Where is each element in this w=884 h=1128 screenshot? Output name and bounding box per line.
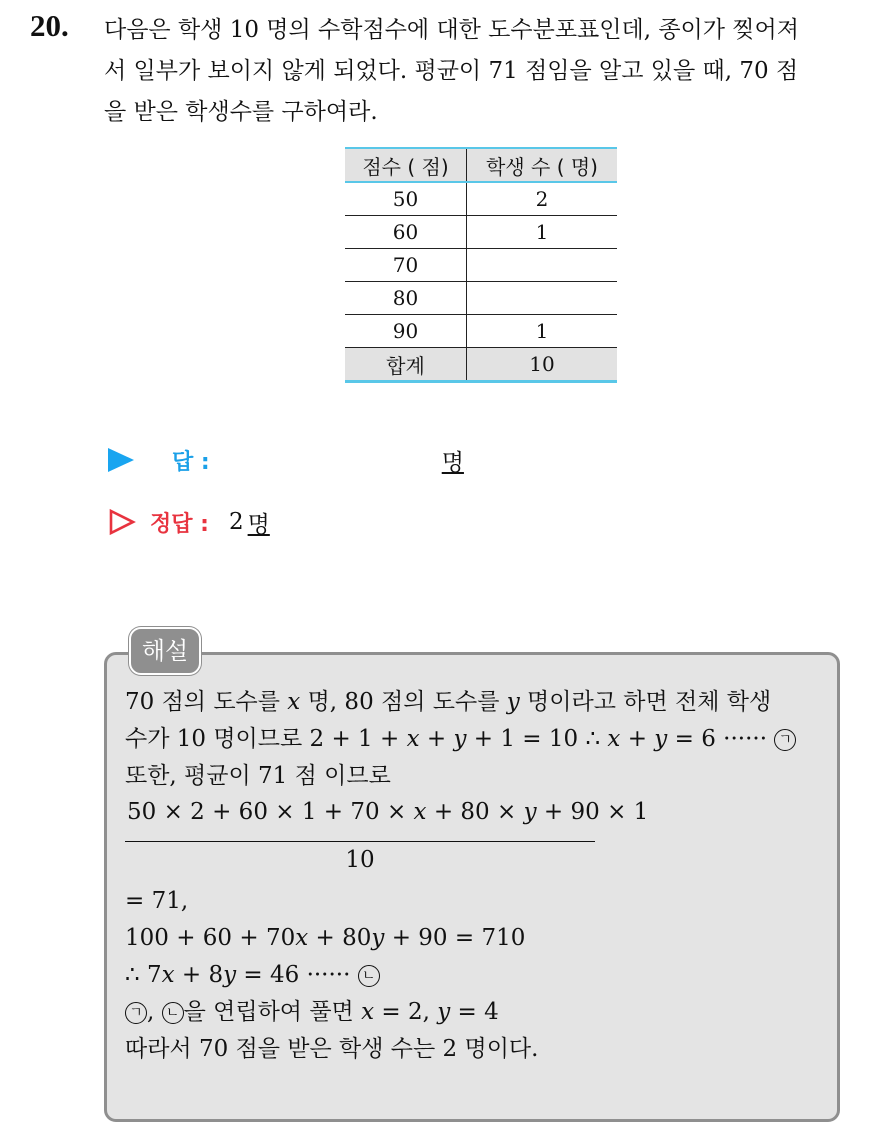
header-score: 점수 ( 점) (345, 148, 467, 182)
header-count: 학생 수 ( 명) (467, 148, 618, 182)
table-row (345, 282, 617, 315)
total-label: 합계 (345, 348, 467, 382)
score-cell: 70 (345, 249, 467, 282)
frequency-table (345, 147, 617, 383)
explanation-line: ㄱ , ㄴ 을 연립하여 풀면 x = 2, y = 4 (125, 994, 835, 1031)
correct-answer-unit: 명 (247, 511, 270, 538)
count-cell: 1 (467, 216, 618, 249)
question-line: 다음은 학생 10 명의 수학점수에 대한 도수분포표인데, 종이가 찢어져 (104, 17, 799, 43)
answer-label: 답 : (172, 449, 210, 475)
outline-arrow-icon (108, 508, 136, 536)
question-line: 을 받은 학생수를 구하여라. (104, 99, 378, 125)
score-cell: 50 (345, 182, 467, 216)
count-cell: 1 (467, 315, 618, 348)
explanation-line: 따라서 70 점을 받은 학생 수는 2 명이다. (125, 1036, 539, 1062)
table-total-row (345, 348, 617, 382)
explanation-line: = 71, (125, 888, 189, 914)
score-cell: 90 (345, 315, 467, 348)
correct-answer-row (108, 502, 270, 542)
count-cell (467, 282, 618, 315)
count-cell (467, 249, 618, 282)
table-row (345, 216, 617, 249)
circled-mark-1: ㄱ (774, 729, 796, 751)
circled-mark-1: ㄱ (125, 1002, 147, 1024)
explanation-line: ∴ 7x + 8y = 46 ······ ㄴ (125, 957, 835, 994)
explanation-body (125, 684, 835, 1068)
explanation-line: 100 + 60 + 70x + 80y + 90 = 710 (125, 925, 526, 951)
fraction-numerator: 50 × 2 + 60 × 1 + 70 × x + 80 × y + 90 × 1 (127, 799, 649, 825)
question-number: 20. (30, 8, 69, 43)
table-row (345, 182, 617, 216)
total-count: 10 (467, 348, 618, 382)
fraction-bar (125, 841, 595, 842)
explanation-tab: 해설 (129, 627, 201, 675)
question-line: 서 일부가 보이지 않게 되었다. 평균이 71 점임을 알고 있을 때, 70 점 (104, 58, 799, 84)
circled-mark-2: ㄴ (358, 965, 380, 987)
answer-unit: 명 (441, 449, 464, 476)
fraction-denominator: 10 (345, 847, 375, 873)
circled-mark-2: ㄴ (162, 1002, 184, 1024)
table-header-row (345, 148, 617, 182)
table-row (345, 315, 617, 348)
score-cell: 60 (345, 216, 467, 249)
correct-answer-label: 정답 : (150, 511, 209, 537)
mean-fraction (125, 795, 835, 883)
explanation-line: 수가 10 명이므로 2 + 1 + x + y + 1 = 10 ∴ x + y = 6 ······ ㄱ (125, 721, 835, 758)
score-cell: 80 (345, 282, 467, 315)
play-arrow-icon (108, 448, 134, 472)
count-cell: 2 (467, 182, 618, 216)
table-row (345, 249, 617, 282)
answer-row (108, 440, 464, 480)
question-text (104, 10, 864, 133)
correct-answer-value: 2 (228, 509, 244, 535)
explanation-line: 70 점의 도수를 x 명, 80 점의 도수를 y 명이라고 하면 전체 학생 (125, 689, 772, 715)
explanation-line: 또한, 평균이 71 점 이므로 (125, 763, 391, 789)
